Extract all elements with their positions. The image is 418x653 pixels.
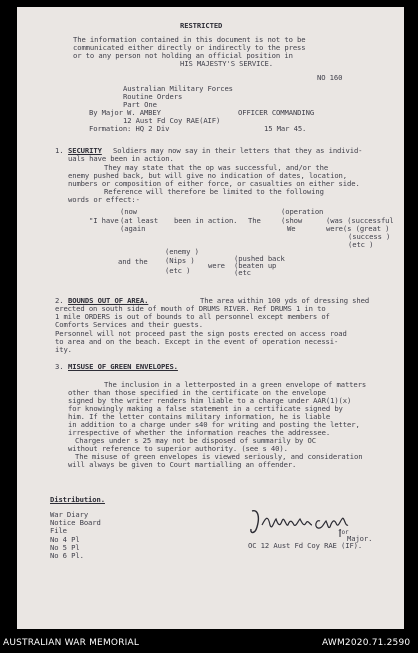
section-1-line: They may state that the op was successful, and/or the: [104, 163, 329, 172]
section-2-number: 2.: [55, 296, 64, 305]
section-1-line: numbers or composition of either force, or casualties on either side.: [68, 179, 360, 188]
phrase-enemy: (enemy ): [165, 247, 199, 256]
footer-accession-number: AWM2020.71.2590: [322, 638, 411, 648]
section-1-number: 1.: [55, 146, 64, 155]
distribution-item: No 6 Pl.: [50, 551, 84, 560]
phrase-beaten-up: (beaten up: [234, 261, 277, 270]
section-3-line: The misuse of green envelopes is viewed seriously, and consideration: [75, 452, 363, 461]
section-1-line: words or effect:-: [68, 195, 140, 204]
phrase-been-in-action: been in action.: [174, 216, 238, 225]
notice-line: HIS MAJESTY'S SERVICE.: [180, 59, 273, 68]
section-3-number: 3.: [55, 362, 64, 371]
section-3-line: him. If the letter contains military information, he is liable: [68, 412, 331, 421]
distribution-item: No 4 Pl: [50, 535, 80, 544]
phrase-etc: (etc ): [348, 240, 374, 249]
signature-for: for: [338, 529, 349, 536]
section-3-line: without reference to superior authority. (see s 40).: [68, 444, 288, 453]
phrase-nips: (Nips ): [165, 256, 195, 265]
phrase-at-least: (at least: [120, 216, 159, 225]
section-3-line: The inclusion in a letterposted in a green envelope of matters: [104, 380, 367, 389]
signature-unit-line: OC 12 Aust Fd Coy RAE (IF).: [248, 541, 363, 550]
section-2-line: Personnel will not proceed past the sign posts erected on access road: [55, 329, 347, 338]
section-2-line: to area and on the beach. Except in the event of operation necessi-: [55, 337, 339, 346]
notice-line: communicated either directly or indirectly to the press: [73, 43, 306, 52]
phrase-etc-2: (etc ): [165, 266, 191, 275]
section-2-line: The area within 100 yds of dressing shed: [200, 296, 370, 305]
phrase-operation: (operation: [281, 207, 324, 216]
notice-line: The information contained in this document is not to be: [73, 35, 306, 44]
section-3-line: will always be given to Court martialling an offender.: [68, 460, 297, 469]
section-3-line: for knowingly making a false statement in a certificate signed by: [68, 404, 343, 413]
section-3-line: other than those specified in the certificate on the envelope: [68, 388, 326, 397]
section-2-title: BOUNDS OUT OF AREA.: [68, 296, 149, 305]
phrase-now: (now: [120, 207, 137, 216]
classification-heading: RESTRICTED: [180, 21, 223, 30]
phrase-again: (again: [120, 224, 146, 233]
notice-line: or to any person not holding an official position in: [73, 51, 293, 60]
phrase-were-great: were(s (great ): [326, 224, 390, 233]
distribution-item: Notice Board: [50, 518, 101, 527]
orders-unit: 12 Aust Fd Coy RAE(AIF): [123, 116, 221, 125]
orders-formation: Formation: HQ 2 Div: [89, 124, 170, 133]
distribution-item: No 5 Pl: [50, 543, 80, 552]
phrase-the: The: [248, 216, 261, 225]
phrase-were: were: [208, 261, 225, 270]
orders-date: 15 Mar 45.: [264, 124, 307, 133]
section-2-line: Comforts Services and their guests.: [55, 320, 203, 329]
footer-institution: AUSTRALIAN WAR MEMORIAL: [3, 638, 140, 648]
section-1-title: SECURITY: [68, 146, 102, 155]
section-2-line: erected on south side of mouth of DRUMS RIVER. Ref DRUMS 1 in to: [55, 304, 326, 313]
section-1-line: enemy pushed back, but will give no indication of dates, location,: [68, 171, 347, 180]
distribution-item: War Diary: [50, 510, 89, 519]
phrase-etc-3: (etc: [234, 268, 251, 277]
signature-rank: Major.: [347, 534, 373, 543]
distribution-title: Distribution.: [50, 495, 105, 504]
section-1-line: Reference will therefore be limited to the following: [104, 187, 324, 196]
section-1-line: uals have been in action.: [68, 154, 174, 163]
section-3-line: irrespective of whether the information reaches the addressee.: [68, 428, 331, 437]
orders-officer-title: OFFICER COMMANDING: [238, 108, 315, 117]
phrase-success: (success ): [348, 232, 391, 241]
phrase-we: We: [287, 224, 296, 233]
orders-left-line: Australian Military Forces: [123, 84, 233, 93]
section-1-line: Soldiers may now say in their letters that they as individ-: [113, 146, 363, 155]
phrase-was-successful: (was (successful: [326, 216, 394, 225]
section-3-line: Charges under s 25 may not be disposed of summarily by OC: [75, 436, 316, 445]
phrase-i-have: "I have: [89, 216, 119, 225]
orders-left-line: Routine Orders: [123, 92, 183, 101]
section-2-line: ity.: [55, 345, 72, 354]
phrase-pushed-back: (pushed back: [234, 254, 285, 263]
section-2-line: 1 mile ORDERS is out of bounds to all personnel except members of: [55, 312, 330, 321]
phrase-and-the: and the: [118, 257, 148, 266]
section-3-title: MISUSE OF GREEN ENVELOPES.: [68, 362, 178, 371]
section-3-line: signed by the writer renders him liable to a charge under AAR(1)(x): [68, 396, 352, 405]
orders-left-line: Part One: [123, 100, 157, 109]
copy-number: NO 160: [317, 73, 343, 82]
section-3-line: in addition to a charge under s40 for writing and posting the letter,: [68, 420, 360, 429]
orders-by: By Major W. AMBEY: [89, 108, 161, 117]
phrase-show: (show: [281, 216, 303, 225]
distribution-item: File: [50, 526, 67, 535]
